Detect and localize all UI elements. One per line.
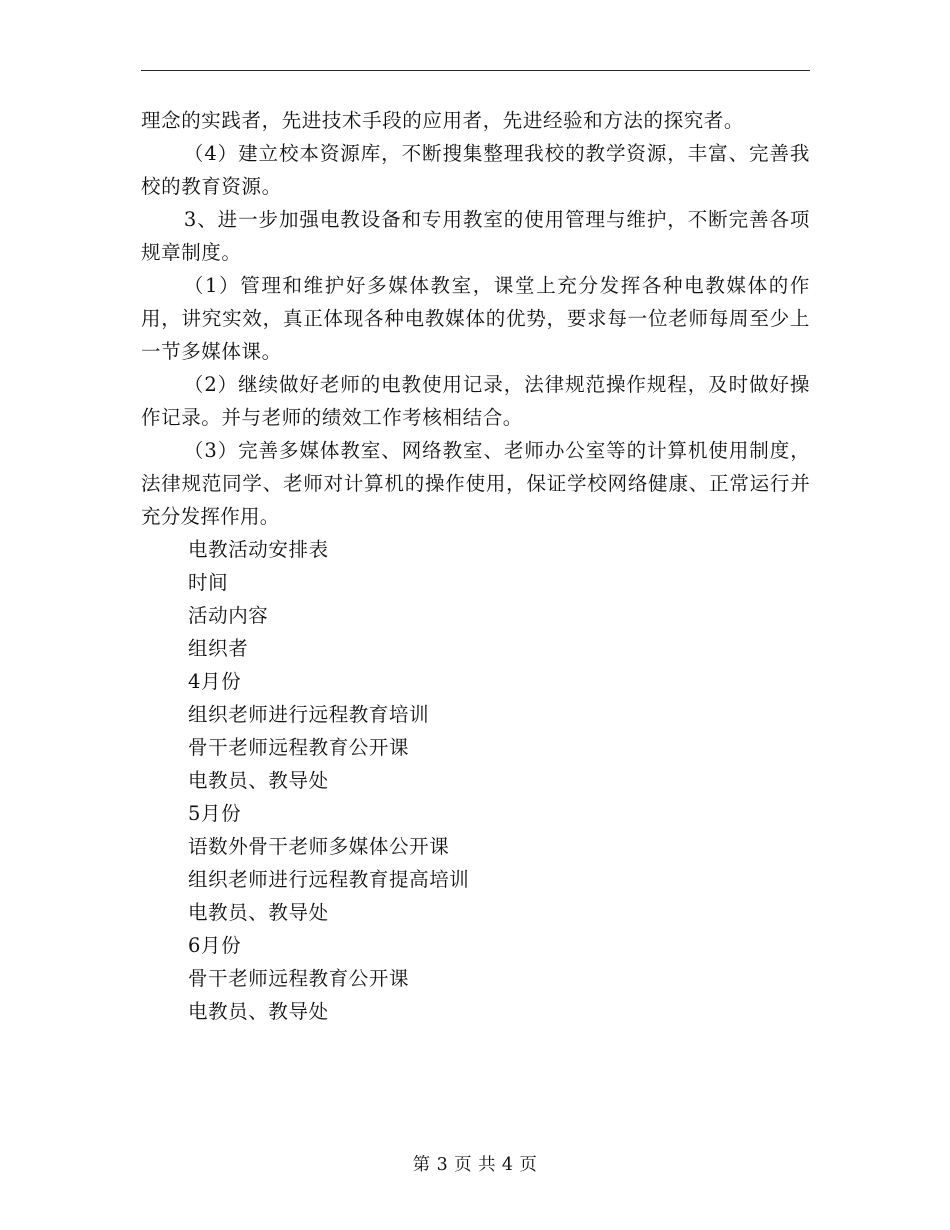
activity-schedule	[141, 533, 810, 1028]
body-text	[141, 104, 810, 1028]
row-organizer: 电教员、教导处	[188, 769, 329, 792]
schedule-title: 电教活动安排表	[188, 538, 329, 561]
row-month: 5月份	[188, 802, 242, 825]
header-time: 时间	[188, 571, 229, 594]
paragraph-item-2: （2）继续做好老师的电教使用记录，法律规范操作规程，及时做好操作记录。并与老师的绩效工作考核相结合。	[141, 373, 810, 429]
row-activity: 骨干老师远程教育公开课	[188, 967, 410, 990]
footer-suffix: 页	[519, 1155, 538, 1175]
header-rule	[141, 70, 810, 71]
paragraph-continuation: 理念的实践者，先进技术手段的应用者，先进经验和方法的探究者。	[141, 109, 745, 132]
paragraph-item-3: （3）完善多媒体教室、网络教室、老师办公室等的计算机使用制度，法律规范同学、老师对计算机的操作使用，保证学校网络健康、正常运行并充分发挥作用。	[141, 439, 810, 528]
page-footer	[0, 1153, 950, 1177]
row-activity: 组织老师进行远程教育培训	[188, 703, 430, 726]
row-organizer: 电教员、教导处	[188, 1000, 329, 1023]
paragraph-item-1: （1）管理和维护好多媒体教室，课堂上充分发挥各种电教媒体的作用，讲究实效，真正体现各种电教媒体的优势，要求每一位老师每周至少上一节多媒体课。	[141, 274, 810, 363]
header-content: 活动内容	[188, 604, 269, 627]
row-organizer: 电教员、教导处	[188, 901, 329, 924]
row-activity: 组织老师进行远程教育提高培训	[188, 868, 470, 891]
paragraph-item-4: （4）建立校本资源库，不断搜集整理我校的教学资源，丰富、完善我校的教育资源。	[141, 142, 810, 198]
current-page-number: 3	[436, 1155, 449, 1175]
total-page-count: 4	[501, 1155, 514, 1175]
paragraph-section-3: 3、进一步加强电教设备和专用教室的使用管理与维护，不断完善各项规章制度。	[141, 208, 810, 264]
header-organizer: 组织者	[188, 637, 249, 660]
row-month: 6月份	[188, 934, 242, 957]
footer-prefix: 第	[412, 1155, 431, 1175]
row-month: 4月份	[188, 670, 242, 693]
row-activity: 语数外骨干老师多媒体公开课	[188, 835, 450, 858]
footer-middle: 页 共	[454, 1155, 496, 1175]
row-activity: 骨干老师远程教育公开课	[188, 736, 410, 759]
